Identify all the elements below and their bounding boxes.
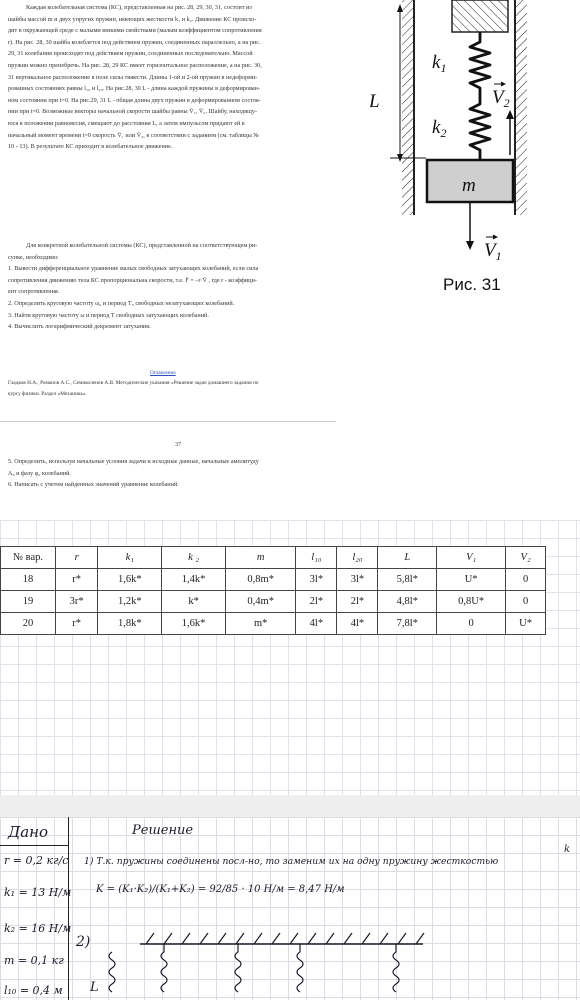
table-cell: 0 — [506, 569, 546, 591]
table-row — [1, 569, 546, 591]
stiffness-formula: K = (K₁·K₂)/(K₁+K₂) = 92/85 · 10 Н/м = 8,47 Н/м — [96, 884, 345, 895]
table-cell: 1,8k* — [98, 613, 162, 635]
text-line: 4. Вычислить логарифмический декремент затухания. — [8, 323, 151, 331]
text-line: сунке, необходимо: — [8, 253, 59, 261]
text-line: 3. Найти круговую частоту ω и период T свободных затухающих колебаний. — [8, 311, 209, 319]
right-wall — [515, 0, 527, 215]
given-r: r = 0,2 кг/с — [4, 854, 69, 867]
text-line: нии при t=0. Возможные векторы начальной скорости шайбы равны V̄₁, V̄₂. Шайбу, находящу- — [8, 108, 258, 116]
table-cell: 1,6k* — [162, 613, 226, 635]
text-line: 6. Написать с учетом найденных значений уравнение колебаний. — [8, 481, 179, 489]
left-wall — [402, 0, 414, 215]
text-line: 29, 31 колебания происходят под действием пружин, соединенных последовательно. Массой — [8, 50, 253, 58]
solution-step-1-k: k — [564, 844, 571, 855]
text-line: рованных состояниях равны l₁₀ и l₂₀. На рис.28, 30 L - длина каждой пружины в деформирован- — [8, 85, 261, 93]
page-number: 37 — [175, 442, 181, 448]
table-cell: k* — [162, 591, 226, 613]
table-cell: U* — [506, 613, 546, 635]
hand-sketch — [68, 930, 580, 1000]
v2-vector-bar-tip — [501, 82, 506, 87]
text-line: пружин можно пренебречь. На рис. 28, 29 КС имеет горизонтальное расположение, а на рис. 30, — [8, 61, 262, 69]
text-line: Каждая колебательная система (КС), представленная на рис. 28, 29, 30, 31, состоит из — [26, 4, 252, 11]
table-cell: 19 — [1, 591, 56, 613]
label-m: m — [462, 175, 476, 196]
text-line: r). На рис. 28, 30 шайба колеблется под действием пружин, соединенных параллельно, а на рис. — [8, 38, 261, 46]
figure-caption: Рис. 31 — [443, 275, 501, 294]
sketch-L-label: L — [90, 980, 99, 995]
table-cell: 1,6k* — [98, 569, 162, 591]
table-cell: m* — [226, 613, 296, 635]
table-cell: 4l* — [337, 613, 378, 635]
given-k2: k₂ = 16 Н/м — [4, 922, 72, 935]
label-V1: $V_1$ — [484, 240, 502, 263]
table-row — [1, 613, 546, 635]
task-list-continued — [8, 456, 338, 491]
column-header: k₁ — [98, 547, 162, 569]
notes-divider-horizontal — [0, 845, 68, 846]
text-line: 2. Определить круговую частоту ω₀ и период T₀ свободных незатухающих колебаний. — [8, 299, 235, 307]
toc-link[interactable]: Оглавление — [150, 370, 176, 376]
text-line: 31 вертикальное расположение в поле силы тяжести. Длины 1-ой и 2-ой пружин в недеформи- — [8, 73, 258, 81]
table-cell: 1,2k* — [98, 591, 162, 613]
text-line: Для конкретной колебательной системы (КС), представленной на соответствующем ри- — [26, 242, 258, 249]
table-cell: 1,4k* — [162, 569, 226, 591]
label-k2: $k_2$ — [432, 117, 447, 140]
table-row — [1, 591, 546, 613]
page-gap — [0, 795, 580, 817]
column-header: m — [226, 547, 296, 569]
table-cell: 3r* — [56, 591, 98, 613]
table-cell: 20 — [1, 613, 56, 635]
table-cell: 4l* — [296, 613, 337, 635]
spring-system-diagram — [370, 0, 580, 300]
table-cell: 0 — [506, 591, 546, 613]
column-header: r — [56, 547, 98, 569]
table-cell: 18 — [1, 569, 56, 591]
given-k1: k₁ = 13 Н/м — [4, 886, 72, 899]
solution-step-2: 2) — [76, 934, 91, 950]
v2-arrow-head — [506, 110, 514, 119]
sketch-spring-rods — [164, 944, 396, 952]
table-cell: r* — [56, 569, 98, 591]
table-cell: 2l* — [337, 591, 378, 613]
text-line: 1. Вывести дифференциальное уравнение малых свободных затухающих колебаний, если сила — [8, 265, 259, 273]
sketch-hatching — [146, 933, 424, 944]
column-header: l₁₀ — [296, 547, 337, 569]
column-header: k ₂ — [162, 547, 226, 569]
text-line: шайбы массой m и двух упругих пружин, имеющих жесткости k₁ и k₂. Движение КС происхо- — [8, 15, 257, 23]
text-line: A₀ и фазу φ₀ колебаний. — [8, 469, 71, 477]
table-cell: 7,8l* — [378, 613, 437, 635]
spring-k2 — [470, 96, 490, 160]
page-divider — [0, 421, 336, 422]
table-cell: 0,4m* — [226, 591, 296, 613]
table-cell: 0 — [437, 613, 506, 635]
text-line: ном состоянии при t=0. На рис.29, 31 L - общая длина двух пружин в деформированном состоя- — [8, 96, 261, 104]
column-header: V₁ — [437, 547, 506, 569]
column-header: L — [378, 547, 437, 569]
variants-table — [0, 546, 546, 635]
table-cell: U* — [437, 569, 506, 591]
given-m: m = 0,1 кг — [4, 954, 64, 967]
figure-31 — [370, 0, 580, 300]
table-cell: 2l* — [296, 591, 337, 613]
dano-heading: Дано — [8, 823, 49, 841]
table-header-row — [1, 547, 546, 569]
reference — [8, 378, 328, 400]
sketch-springs — [109, 952, 399, 992]
table-cell: 0,8m* — [226, 569, 296, 591]
table-cell: 3l* — [296, 569, 337, 591]
label-L: L — [370, 91, 380, 112]
label-V2: $V_2$ — [492, 87, 510, 110]
reshenie-heading: Решение — [132, 823, 194, 838]
text-line: начальный момент времени t=0 скорость V̄₁ или V̄₂, в соответствии с заданием (см. таблицы № — [8, 131, 260, 139]
text-line: ент сопротивления. — [8, 288, 60, 296]
column-header: l₂₀ — [337, 547, 378, 569]
table-cell: r* — [56, 613, 98, 635]
v1-arrow-head — [466, 241, 474, 250]
spring-k1 — [470, 32, 490, 96]
given-l10: l₁₀ = 0,4 м — [4, 984, 63, 997]
column-header: V₂ — [506, 547, 546, 569]
text-line: курсу физики. Раздел «Механика». — [8, 391, 87, 397]
text-line: Гладков Н.А., Романов А.С., Семиколенов А.В. Методические указания «Решение задач домашнего задания по — [8, 380, 259, 386]
problem-description — [8, 2, 366, 153]
label-k1: $k_1$ — [432, 52, 447, 75]
task-list — [8, 240, 324, 333]
text-line: юся в положении равновесия, смещают до расстояния L, а затем импульсом придают ей в — [8, 119, 245, 127]
solution-step-1: 1) Т.к. пружины соединены посл-но, то заменим их на одну пружину жесткостью — [84, 856, 499, 867]
text-line: 10 - 13). В результате КС приходит в колебательное движение. — [8, 143, 173, 151]
table-cell: 0,8U* — [437, 591, 506, 613]
ceiling-mount — [452, 0, 508, 32]
v1-vector-bar-tip — [493, 235, 498, 240]
text-line: 5. Определить, используя начальные условия задачи и исходные данные, начальные амплитуду — [8, 458, 259, 465]
table-cell: 5,8l* — [378, 569, 437, 591]
column-header: № вар. — [1, 547, 56, 569]
text-line: дит в окружающей среде с малыми вязкими свойствами (малым коэффициентом сопротивления — [8, 27, 262, 35]
table-cell: 4,8l* — [378, 591, 437, 613]
text-line: сопротивления движению тела КС пропорциональна скорости, т.е. F̄ = –r·V̄ , где r - коэффици- — [8, 276, 257, 284]
table-cell: 3l* — [337, 569, 378, 591]
